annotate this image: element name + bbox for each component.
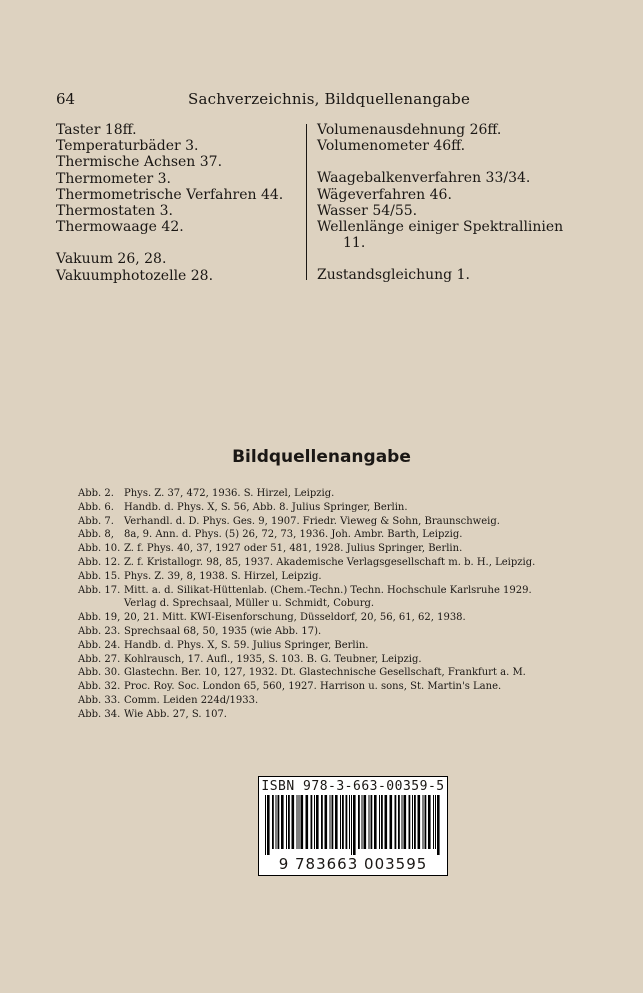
barcode-bar bbox=[306, 795, 309, 849]
source-row bbox=[78, 597, 568, 611]
isbn-text: ISBN 978-3-663-00359-5 bbox=[261, 779, 445, 794]
source-row bbox=[78, 556, 568, 570]
index-entry-text: Wasser 54/55. bbox=[317, 202, 418, 219]
barcode-bar bbox=[332, 795, 334, 849]
barcode-bars bbox=[263, 795, 443, 855]
source-label: Abb. 19, bbox=[78, 612, 121, 624]
source-row bbox=[78, 625, 568, 639]
section-title: Bildquellenangabe bbox=[232, 447, 411, 467]
source-text: 8a, 9. Ann. d. Phys. (5) 26, 72, 73, 1936. Joh. Ambr. Barth, Leipzig. bbox=[124, 529, 463, 541]
index-entry-text: Wägeverfahren 46. bbox=[317, 186, 452, 203]
index-entry bbox=[56, 171, 296, 187]
barcode-bar bbox=[335, 795, 338, 849]
source-text: Wie Abb. 27, S. 107. bbox=[124, 708, 227, 720]
source-text: Sprechsaal 68, 50, 1935 (wie Abb. 17). bbox=[124, 625, 322, 637]
index-entry-text: Zustandsgleichung 1. bbox=[317, 267, 470, 284]
index-entry-text: Volumenometer 46ff. bbox=[317, 138, 466, 155]
source-label: Abb. 23. bbox=[78, 625, 121, 637]
source-text: Verhandl. d. D. Phys. Ges. 9, 1907. Friedr. Vieweg & Sohn, Braunschweig. bbox=[124, 515, 500, 527]
source-text: Handb. d. Phys. X, S. 56, Abb. 8. Julius Springer, Berlin. bbox=[124, 501, 408, 513]
barcode-bar bbox=[385, 795, 388, 849]
source-label: Abb. 12. bbox=[78, 556, 121, 568]
index-entry bbox=[56, 154, 296, 170]
index-entry-text: Wellenlänge einiger Spektrallinien bbox=[317, 219, 564, 236]
barcode-bar bbox=[398, 795, 400, 849]
source-label: Abb. 10. bbox=[78, 543, 121, 555]
index-entry-text: Temperaturbäder 3. bbox=[56, 138, 199, 155]
index-entry-text: Thermometer 3. bbox=[56, 170, 172, 187]
barcode-bar bbox=[267, 795, 270, 855]
index-entry bbox=[317, 219, 587, 251]
barcode-bar bbox=[409, 795, 411, 849]
source-label: Abb. 7. bbox=[78, 515, 114, 527]
index-entry-text: Waagebalkenverfahren 33/34. bbox=[317, 170, 531, 187]
entry-gap bbox=[56, 235, 296, 251]
barcode-bar bbox=[351, 795, 352, 855]
index-column-left bbox=[56, 122, 296, 284]
barcode-bar bbox=[286, 795, 287, 849]
barcode-bar bbox=[314, 795, 315, 849]
barcode-bar bbox=[321, 795, 323, 849]
source-row bbox=[78, 570, 568, 584]
index-entry-text: Vakuumphotozelle 28. bbox=[56, 267, 214, 284]
barcode-bar bbox=[349, 795, 350, 849]
barcode-bar bbox=[402, 795, 403, 849]
page-number: 64 bbox=[56, 90, 76, 108]
index-entry-continuation: 11. bbox=[343, 235, 366, 252]
running-title: Sachverzeichnis, Bildquellenangabe bbox=[188, 90, 471, 108]
source-row bbox=[78, 694, 568, 708]
barcode-bar bbox=[301, 795, 304, 849]
source-label: Abb. 17. bbox=[78, 584, 121, 596]
barcode-bar bbox=[299, 795, 300, 849]
source-text: Mitt. a. d. Silikat-Hüttenlab. (Chem.-Techn.) Techn. Hochschule Karlsruhe 1929. bbox=[124, 584, 532, 596]
source-row bbox=[78, 542, 568, 556]
barcode-bar bbox=[325, 795, 328, 849]
index-entry bbox=[56, 251, 296, 267]
barcode-bar bbox=[404, 795, 407, 849]
isbn-digits: 9 783663 003595 bbox=[278, 855, 428, 873]
barcode-bar bbox=[342, 795, 344, 849]
barcode-bar bbox=[374, 795, 377, 849]
index-entry bbox=[56, 138, 296, 154]
source-label: Abb. 30. bbox=[78, 667, 121, 679]
source-row bbox=[78, 501, 568, 515]
column-divider bbox=[306, 124, 307, 280]
source-text: Glastechn. Ber. 10, 127, 1932. Dt. Glastechnische Gesellschaft, Frankfurt a. M. bbox=[124, 667, 526, 679]
source-text: Z. f. Phys. 40, 37, 1927 oder 51, 481, 1928. Julius Springer, Berlin. bbox=[124, 543, 463, 555]
source-text: Proc. Roy. Soc. London 65, 560, 1927. Harrison u. sons, St. Martin's Lane. bbox=[124, 681, 502, 693]
source-label: Abb. 24. bbox=[78, 639, 121, 651]
barcode-bar bbox=[371, 795, 373, 849]
barcode-bar bbox=[425, 795, 427, 849]
source-text: Phys. Z. 39, 8, 1938. S. Hirzel, Leipzig. bbox=[124, 570, 322, 582]
source-row bbox=[78, 653, 568, 667]
barcode-bar bbox=[435, 795, 436, 849]
index-entry-text: Thermostaten 3. bbox=[56, 203, 173, 220]
page-header bbox=[56, 90, 596, 110]
barcode-bar bbox=[281, 795, 284, 849]
source-row bbox=[78, 708, 568, 722]
index-entry-text: Thermische Achsen 37. bbox=[56, 154, 223, 171]
index-entry bbox=[56, 219, 296, 235]
index-entry-text: Thermowaage 42. bbox=[56, 219, 184, 236]
index-entry bbox=[56, 203, 296, 219]
index-entry bbox=[317, 122, 587, 138]
barcode-bar bbox=[353, 795, 356, 855]
barcode-bar bbox=[358, 795, 360, 849]
index-entry bbox=[317, 138, 587, 154]
source-label: Abb. 15. bbox=[78, 570, 121, 582]
barcode-bar bbox=[330, 795, 331, 849]
source-label: Abb. 6. bbox=[78, 501, 114, 513]
barcode-bar bbox=[369, 795, 370, 849]
barcode-bar bbox=[364, 795, 367, 849]
source-row bbox=[78, 611, 568, 625]
source-row bbox=[78, 680, 568, 694]
barcode-bar bbox=[362, 795, 363, 849]
barcode-bar bbox=[428, 795, 431, 849]
entry-gap bbox=[317, 251, 587, 267]
source-label: Abb. 2. bbox=[78, 488, 114, 499]
entry-gap bbox=[317, 154, 587, 170]
barcode-bar bbox=[278, 795, 280, 849]
barcode-bar bbox=[288, 795, 290, 849]
source-label: Abb. 33. bbox=[78, 694, 121, 706]
index-entry bbox=[56, 122, 296, 138]
barcode-bar bbox=[414, 795, 416, 849]
source-row bbox=[78, 584, 568, 598]
source-label: Abb. 32. bbox=[78, 681, 121, 693]
source-row bbox=[78, 515, 568, 529]
barcode-bar bbox=[418, 795, 421, 849]
barcode-bar bbox=[316, 795, 319, 849]
barcode-bar bbox=[311, 795, 313, 849]
barcode-bar bbox=[340, 795, 341, 849]
barcode-bar bbox=[412, 795, 413, 849]
index-entry bbox=[56, 268, 296, 284]
barcode-bar bbox=[272, 795, 274, 849]
barcode-bar bbox=[390, 795, 393, 849]
source-text: Z. f. Kristallogr. 98, 85, 1937. Akademische Verlagsgesellschaft m. b. H., Leipzig. bbox=[124, 556, 536, 568]
image-sources-list bbox=[78, 487, 568, 722]
barcode-bar bbox=[346, 795, 348, 849]
source-text: Phys. Z. 37, 472, 1936. S. Hirzel, Leipzig. bbox=[124, 488, 335, 499]
barcode-bar bbox=[433, 795, 434, 849]
barcode-bar bbox=[297, 795, 298, 849]
barcode-bar bbox=[265, 795, 266, 855]
source-row bbox=[78, 487, 568, 501]
index-entry bbox=[317, 187, 587, 203]
source-row bbox=[78, 528, 568, 542]
isbn-barcode bbox=[258, 776, 448, 876]
source-text: Handb. d. Phys. X, S. 59. Julius Springer, Berlin. bbox=[124, 639, 369, 651]
barcode-bar bbox=[395, 795, 397, 849]
source-text: Kohlrausch, 17. Aufl., 1935, S. 103. B. G. Teubner, Leipzig. bbox=[124, 653, 422, 665]
index-entry bbox=[56, 187, 296, 203]
source-text: Comm. Leiden 224d/1933. bbox=[124, 694, 259, 706]
barcode-bar bbox=[379, 795, 380, 849]
barcode-bar bbox=[437, 795, 440, 855]
barcode-bar bbox=[423, 795, 424, 849]
index-entry-text: Volumenausdehnung 26ff. bbox=[317, 122, 502, 138]
index-entry bbox=[317, 267, 587, 283]
index-entry-text: Taster 18ff. bbox=[56, 122, 137, 138]
index-entry-text: Vakuum 26, 28. bbox=[56, 251, 167, 268]
index-column-right bbox=[317, 122, 587, 284]
index-entry bbox=[317, 170, 587, 186]
source-label: Abb. 8, bbox=[78, 529, 114, 541]
index-entry bbox=[317, 203, 587, 219]
source-label: Abb. 27. bbox=[78, 653, 121, 665]
barcode-bar bbox=[276, 795, 277, 849]
source-row bbox=[78, 639, 568, 653]
source-text: 20, 21. Mitt. KWI-Eisenforschung, Düsseldorf, 20, 56, 61, 62, 1938. bbox=[124, 612, 466, 624]
source-text: Verlag d. Sprechsaal, Müller u. Schmidt, Coburg. bbox=[124, 598, 375, 610]
index-entry-text: Thermometrische Verfahren 44. bbox=[56, 186, 284, 203]
barcode-bar bbox=[292, 795, 295, 849]
source-row bbox=[78, 666, 568, 680]
barcode-bar bbox=[381, 795, 383, 849]
source-label: Abb. 34. bbox=[78, 708, 121, 720]
